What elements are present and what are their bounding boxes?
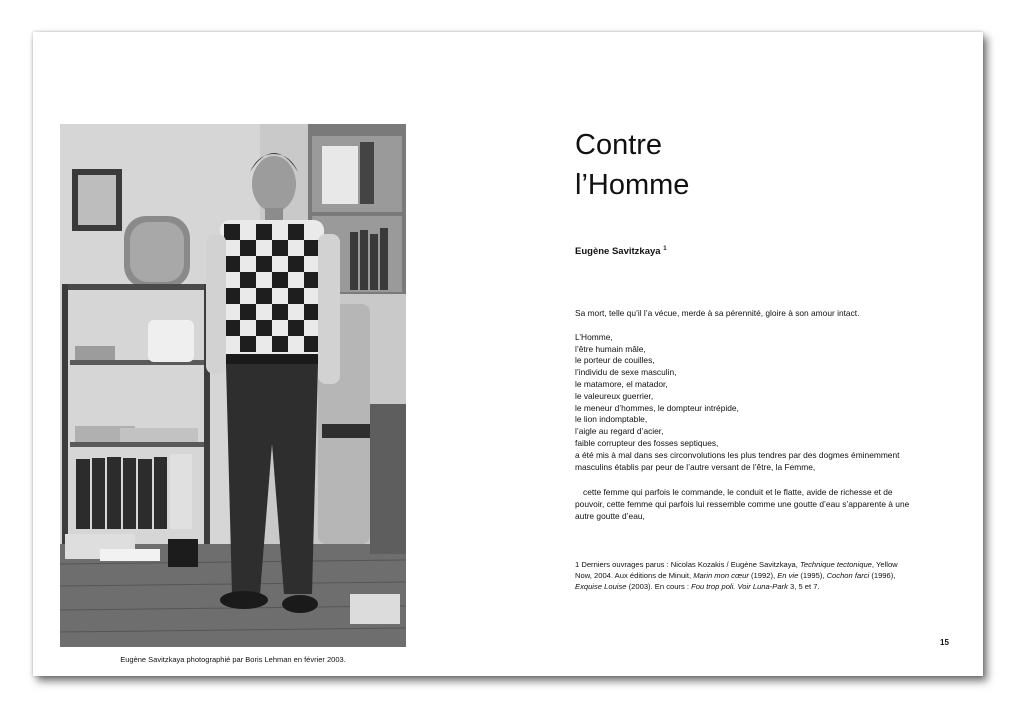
verse-line: a été mis à mal dans ses circonvolutions les plus tendres par des dogmes éminemment masculins établis par peur de l’autre versant de l’être, la Femme, [575,449,900,472]
footnote-text: (1996), [869,571,896,580]
author-name-text: Eugène Savitzkaya [575,246,661,258]
verse-line: le valeureux guerrier, [575,390,654,401]
verse-line: l’aigle au regard d’acier, [575,426,664,437]
footnote-title: Cochon farci [826,571,870,580]
footnote-title: Fou trop poli. Voir Luna-Park [691,582,788,591]
portrait-illustration [60,124,406,647]
footnote-text: (1995), [798,571,827,580]
portrait-photo [60,124,406,647]
footnote-text: 3, 5 et 7. [787,582,820,591]
photo-caption: Eugène Savitzkaya photographié par Boris Lehman en février 2003. [120,655,346,664]
author-footnote-ref: 1 [663,246,667,252]
verse-line: le meneur d’hommes, le dompteur intrépide, [575,402,739,413]
footnote-text: , Yellow Now, 2004. Aux éditions de Minuit, [575,560,898,580]
footnote-title: En vie [777,571,799,580]
footnote-text: 1 Derniers ouvrages parus : Nicolas Kozakis / Eugène Savitzkaya, [575,560,800,569]
title-line-2: l’Homme [575,169,690,201]
footnote-text: (2003). En cours : [626,582,692,591]
title-line-1: Contre [575,129,663,161]
verse-line: le matamore, el matador, [575,378,668,389]
author-name [575,246,667,257]
footnote-text: (1992), [748,571,778,580]
footnote [575,559,910,592]
article-title [575,125,689,205]
verse-line: l’être humain mâle, [575,343,646,354]
footnote-title: Marin mon cœur [693,571,749,580]
verse-line: L’Homme, [575,331,613,342]
page-number: 15 [940,638,949,647]
intro-paragraph: Sa mort, telle qu’il l’a vécue, merde à sa pérennité, gloire à son amour intact. [575,308,860,318]
magazine-spread [33,32,983,676]
closing-paragraph: cette femme qui parfois le commande, le conduit et le flatte, avide de richesse et de pouvoir, cette femme qui parfois lui ressemble comme une goutte d’eau s’apparente à une autre goutte d’eau, [575,487,910,521]
footnote-title: Technique tectonique [799,560,872,569]
footnote-title: Exquise Louise [575,582,627,591]
verse-line: faible corrupteur des fosses septiques, [575,437,719,448]
verse-line: le porteur de couilles, [575,355,655,366]
verse-line: l’individu de sexe masculin, [575,367,677,378]
verse-line: le lion indomptable, [575,414,648,425]
article-body [575,308,910,523]
